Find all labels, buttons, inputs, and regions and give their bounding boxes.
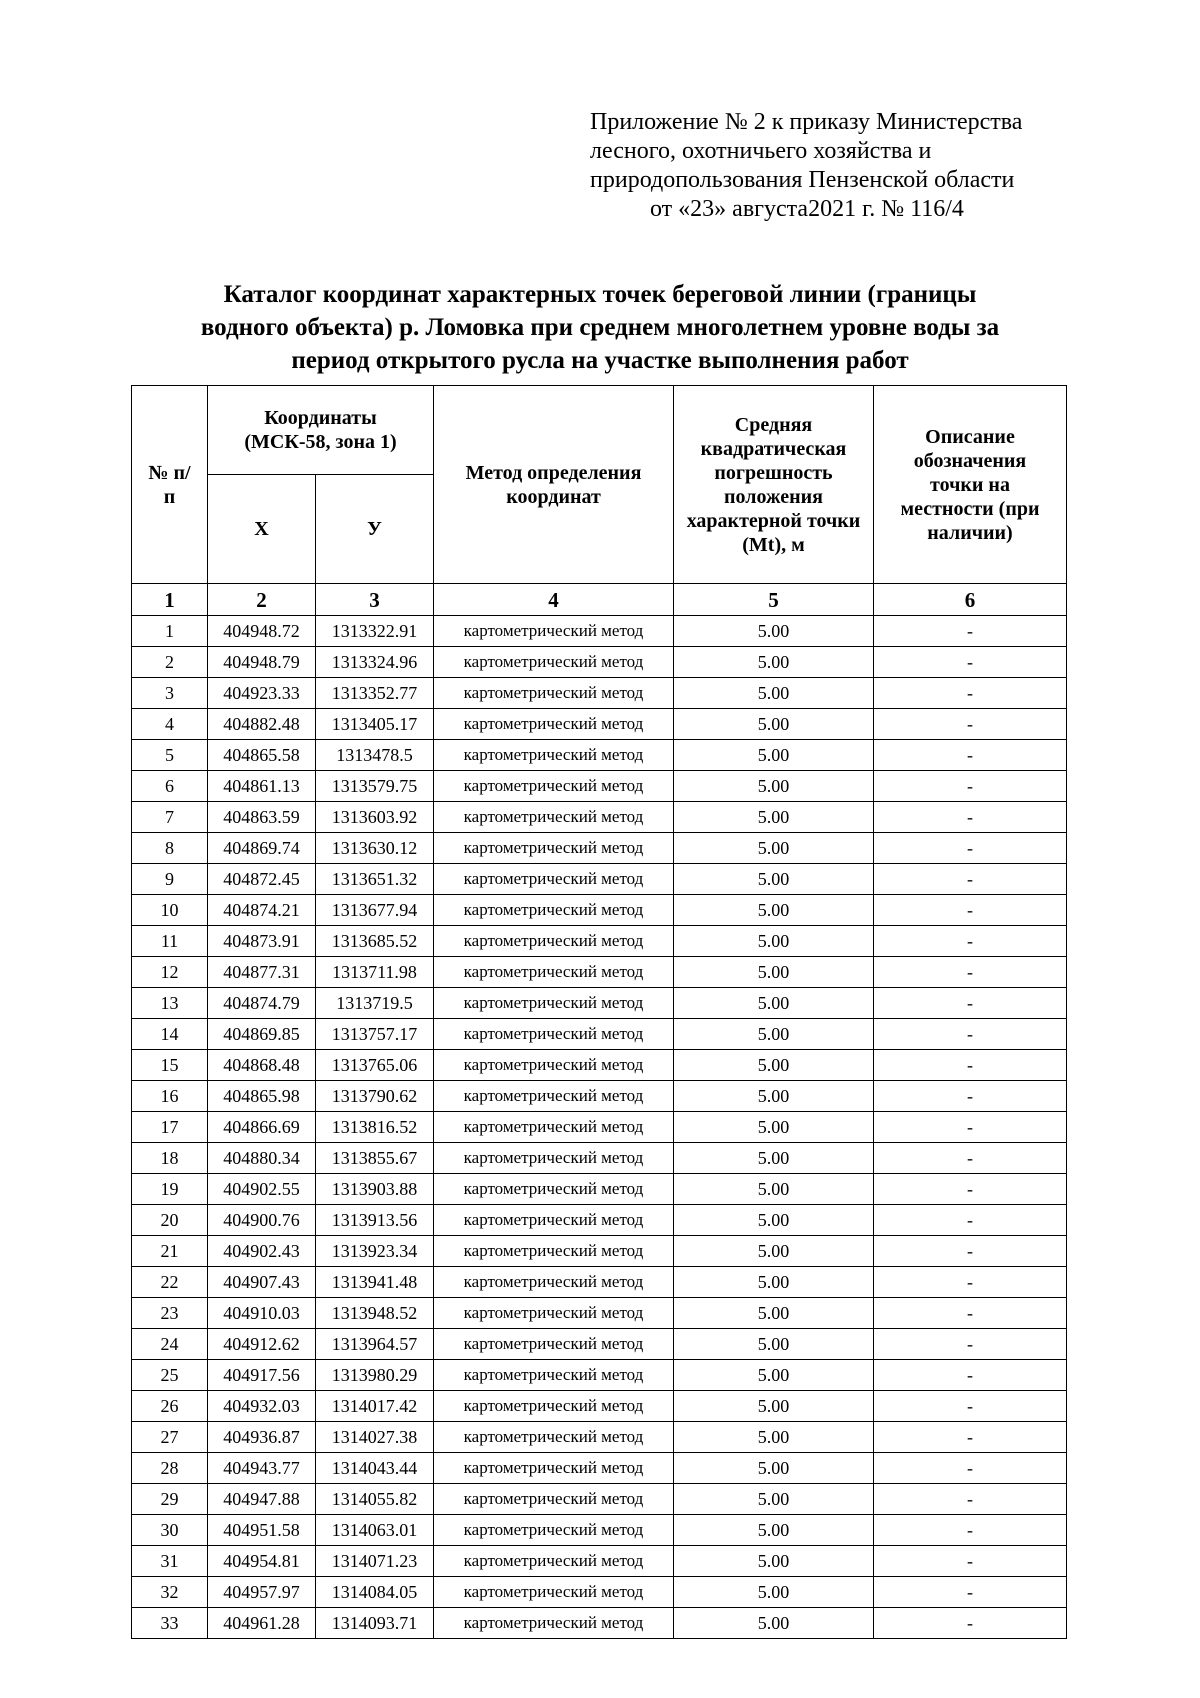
- column-number: 3: [316, 584, 434, 616]
- table-row: [132, 1422, 1067, 1453]
- accuracy-cell: 5.00: [674, 1267, 874, 1298]
- x-coordinate-cell: 404932.03: [208, 1391, 316, 1422]
- description-cell: -: [874, 1019, 1067, 1050]
- header-coordinates: [208, 386, 434, 475]
- document-title: [120, 278, 1080, 377]
- table-row: [132, 926, 1067, 957]
- description-cell: -: [874, 1143, 1067, 1174]
- method-cell: картометрический метод: [434, 1329, 674, 1360]
- row-number-cell: 11: [132, 926, 208, 957]
- method-cell: картометрический метод: [434, 833, 674, 864]
- row-number-cell: 28: [132, 1453, 208, 1484]
- y-coordinate-cell: 1313948.52: [316, 1298, 434, 1329]
- description-cell: -: [874, 740, 1067, 771]
- accuracy-cell: 5.00: [674, 1577, 874, 1608]
- row-number-cell: 18: [132, 1143, 208, 1174]
- x-coordinate-cell: 404882.48: [208, 709, 316, 740]
- accuracy-cell: 5.00: [674, 1608, 874, 1639]
- table-row: [132, 1577, 1067, 1608]
- x-coordinate-cell: 404943.77: [208, 1453, 316, 1484]
- column-number: 1: [132, 584, 208, 616]
- coordinates-table: [131, 385, 1067, 1639]
- table-row: [132, 833, 1067, 864]
- appendix-line: лесного, охотничьего хозяйства и: [590, 138, 932, 164]
- row-number-cell: 16: [132, 1081, 208, 1112]
- x-coordinate-cell: 404861.13: [208, 771, 316, 802]
- y-coordinate-cell: 1313579.75: [316, 771, 434, 802]
- description-cell: -: [874, 864, 1067, 895]
- method-cell: картометрический метод: [434, 1453, 674, 1484]
- description-cell: -: [874, 1112, 1067, 1143]
- description-cell: -: [874, 833, 1067, 864]
- accuracy-cell: 5.00: [674, 1391, 874, 1422]
- table-row: [132, 895, 1067, 926]
- table-row: [132, 802, 1067, 833]
- y-coordinate-cell: 1313913.56: [316, 1205, 434, 1236]
- accuracy-cell: 5.00: [674, 1174, 874, 1205]
- y-coordinate-cell: 1313352.77: [316, 678, 434, 709]
- y-coordinate-cell: 1313719.5: [316, 988, 434, 1019]
- table-row: [132, 616, 1067, 647]
- table-row: [132, 1546, 1067, 1577]
- x-coordinate-cell: 404954.81: [208, 1546, 316, 1577]
- method-cell: картометрический метод: [434, 895, 674, 926]
- x-coordinate-cell: 404917.56: [208, 1360, 316, 1391]
- accuracy-cell: 5.00: [674, 895, 874, 926]
- accuracy-cell: 5.00: [674, 864, 874, 895]
- accuracy-cell: 5.00: [674, 1360, 874, 1391]
- accuracy-cell: 5.00: [674, 1515, 874, 1546]
- description-cell: -: [874, 1453, 1067, 1484]
- table-row: [132, 1360, 1067, 1391]
- method-cell: картометрический метод: [434, 957, 674, 988]
- column-numbers-row: [132, 584, 1067, 616]
- table-row: [132, 1515, 1067, 1546]
- table-row: [132, 678, 1067, 709]
- row-number-cell: 15: [132, 1050, 208, 1081]
- title-line: Каталог координат характерных точек береговой линии (границы: [223, 281, 977, 308]
- method-cell: картометрический метод: [434, 1143, 674, 1174]
- description-cell: -: [874, 957, 1067, 988]
- x-coordinate-cell: 404957.97: [208, 1577, 316, 1608]
- y-coordinate-cell: 1314027.38: [316, 1422, 434, 1453]
- method-cell: картометрический метод: [434, 988, 674, 1019]
- x-coordinate-cell: 404902.55: [208, 1174, 316, 1205]
- y-coordinate-cell: 1313685.52: [316, 926, 434, 957]
- table-row: [132, 1050, 1067, 1081]
- x-coordinate-cell: 404865.98: [208, 1081, 316, 1112]
- row-number-cell: 8: [132, 833, 208, 864]
- description-cell: -: [874, 1515, 1067, 1546]
- table-row: [132, 957, 1067, 988]
- table-row: [132, 1112, 1067, 1143]
- y-coordinate-cell: 1313630.12: [316, 833, 434, 864]
- accuracy-cell: 5.00: [674, 740, 874, 771]
- column-number: 4: [434, 584, 674, 616]
- row-number-cell: 20: [132, 1205, 208, 1236]
- table-row: [132, 1236, 1067, 1267]
- x-coordinate-cell: 404865.58: [208, 740, 316, 771]
- accuracy-cell: 5.00: [674, 1298, 874, 1329]
- accuracy-cell: 5.00: [674, 1484, 874, 1515]
- x-coordinate-cell: 404872.45: [208, 864, 316, 895]
- accuracy-cell: 5.00: [674, 1050, 874, 1081]
- header-number: [132, 386, 208, 584]
- y-coordinate-cell: 1313765.06: [316, 1050, 434, 1081]
- x-coordinate-cell: 404961.28: [208, 1608, 316, 1639]
- description-cell: -: [874, 1050, 1067, 1081]
- accuracy-cell: 5.00: [674, 678, 874, 709]
- accuracy-cell: 5.00: [674, 1422, 874, 1453]
- table-row: [132, 1143, 1067, 1174]
- title-line: период открытого русла на участке выполнения работ: [291, 347, 909, 374]
- accuracy-cell: 5.00: [674, 709, 874, 740]
- method-cell: картометрический метод: [434, 1205, 674, 1236]
- appendix-line: Приложение № 2 к приказу Министерства: [590, 109, 1023, 135]
- column-number: 6: [874, 584, 1067, 616]
- table-row: [132, 1484, 1067, 1515]
- x-coordinate-cell: 404868.48: [208, 1050, 316, 1081]
- description-cell: -: [874, 926, 1067, 957]
- description-cell: -: [874, 1081, 1067, 1112]
- x-coordinate-cell: 404869.74: [208, 833, 316, 864]
- method-cell: картометрический метод: [434, 1050, 674, 1081]
- row-number-cell: 1: [132, 616, 208, 647]
- x-coordinate-cell: 404873.91: [208, 926, 316, 957]
- appendix-note: [590, 108, 1150, 224]
- table-row: [132, 771, 1067, 802]
- y-coordinate-cell: 1314084.05: [316, 1577, 434, 1608]
- y-coordinate-cell: 1313322.91: [316, 616, 434, 647]
- y-coordinate-cell: 1313405.17: [316, 709, 434, 740]
- description-cell: -: [874, 709, 1067, 740]
- y-coordinate-cell: 1313757.17: [316, 1019, 434, 1050]
- x-coordinate-cell: 404874.21: [208, 895, 316, 926]
- row-number-cell: 24: [132, 1329, 208, 1360]
- method-cell: картометрический метод: [434, 1267, 674, 1298]
- row-number-cell: 31: [132, 1546, 208, 1577]
- x-coordinate-cell: 404948.79: [208, 647, 316, 678]
- method-cell: картометрический метод: [434, 1236, 674, 1267]
- accuracy-cell: 5.00: [674, 1112, 874, 1143]
- accuracy-cell: 5.00: [674, 1019, 874, 1050]
- row-number-cell: 21: [132, 1236, 208, 1267]
- row-number-cell: 30: [132, 1515, 208, 1546]
- table-row: [132, 1608, 1067, 1639]
- table-row: [132, 647, 1067, 678]
- description-cell: -: [874, 647, 1067, 678]
- header-accuracy-text: Средняя квадратическая погрешность положения характерной точки (Mt), м: [686, 413, 861, 556]
- accuracy-cell: 5.00: [674, 833, 874, 864]
- description-cell: -: [874, 1608, 1067, 1639]
- y-coordinate-cell: 1313603.92: [316, 802, 434, 833]
- appendix-order-date: от «23» августа2021 г. № 116/4: [650, 196, 964, 222]
- description-cell: -: [874, 1546, 1067, 1577]
- description-cell: -: [874, 1205, 1067, 1236]
- column-number: 2: [208, 584, 316, 616]
- x-coordinate-cell: 404951.58: [208, 1515, 316, 1546]
- description-cell: -: [874, 1360, 1067, 1391]
- method-cell: картометрический метод: [434, 1298, 674, 1329]
- y-coordinate-cell: 1313923.34: [316, 1236, 434, 1267]
- method-cell: картометрический метод: [434, 1422, 674, 1453]
- method-cell: картометрический метод: [434, 647, 674, 678]
- method-cell: картометрический метод: [434, 926, 674, 957]
- accuracy-cell: 5.00: [674, 1546, 874, 1577]
- description-cell: -: [874, 1174, 1067, 1205]
- description-cell: -: [874, 771, 1067, 802]
- method-cell: картометрический метод: [434, 1391, 674, 1422]
- table-row: [132, 864, 1067, 895]
- row-number-cell: 4: [132, 709, 208, 740]
- y-coordinate-cell: 1313651.32: [316, 864, 434, 895]
- x-coordinate-cell: 404866.69: [208, 1112, 316, 1143]
- x-coordinate-cell: 404874.79: [208, 988, 316, 1019]
- table-row: [132, 740, 1067, 771]
- description-cell: -: [874, 1329, 1067, 1360]
- y-coordinate-cell: 1313677.94: [316, 895, 434, 926]
- row-number-cell: 27: [132, 1422, 208, 1453]
- table-row: [132, 1329, 1067, 1360]
- row-number-cell: 23: [132, 1298, 208, 1329]
- method-cell: картометрический метод: [434, 678, 674, 709]
- x-coordinate-cell: 404948.72: [208, 616, 316, 647]
- x-coordinate-cell: 404863.59: [208, 802, 316, 833]
- header-description-text: Описание обозначения точки на местности (при наличии): [900, 425, 1040, 544]
- y-coordinate-cell: 1314017.42: [316, 1391, 434, 1422]
- header-method: [434, 386, 674, 584]
- row-number-cell: 7: [132, 802, 208, 833]
- method-cell: картометрический метод: [434, 1019, 674, 1050]
- table-body: [132, 616, 1067, 1639]
- method-cell: картометрический метод: [434, 1174, 674, 1205]
- table-row: [132, 1019, 1067, 1050]
- y-coordinate-cell: 1314043.44: [316, 1453, 434, 1484]
- description-cell: -: [874, 1267, 1067, 1298]
- header-description: [874, 386, 1067, 584]
- table-row: [132, 1081, 1067, 1112]
- method-cell: картометрический метод: [434, 616, 674, 647]
- y-coordinate-cell: 1313964.57: [316, 1329, 434, 1360]
- x-coordinate-cell: 404900.76: [208, 1205, 316, 1236]
- description-cell: -: [874, 1577, 1067, 1608]
- table-row: [132, 988, 1067, 1019]
- title-line: водного объекта) р. Ломовка при среднем многолетнем уровне воды за: [200, 314, 1000, 341]
- accuracy-cell: 5.00: [674, 1453, 874, 1484]
- y-coordinate-cell: 1313855.67: [316, 1143, 434, 1174]
- x-coordinate-cell: 404907.43: [208, 1267, 316, 1298]
- table-row: [132, 709, 1067, 740]
- method-cell: картометрический метод: [434, 802, 674, 833]
- appendix-line: природопользования Пензенской области: [590, 167, 1015, 193]
- accuracy-cell: 5.00: [674, 647, 874, 678]
- accuracy-cell: 5.00: [674, 1329, 874, 1360]
- header-method-text: Метод определения координат: [465, 461, 642, 508]
- x-coordinate-cell: 404947.88: [208, 1484, 316, 1515]
- header-accuracy: [674, 386, 874, 584]
- method-cell: картометрический метод: [434, 771, 674, 802]
- row-number-cell: 33: [132, 1608, 208, 1639]
- y-coordinate-cell: 1313324.96: [316, 647, 434, 678]
- description-cell: -: [874, 1298, 1067, 1329]
- x-coordinate-cell: 404877.31: [208, 957, 316, 988]
- accuracy-cell: 5.00: [674, 988, 874, 1019]
- row-number-cell: 25: [132, 1360, 208, 1391]
- column-number: 5: [674, 584, 874, 616]
- method-cell: картометрический метод: [434, 1608, 674, 1639]
- x-coordinate-cell: 404936.87: [208, 1422, 316, 1453]
- method-cell: картометрический метод: [434, 1546, 674, 1577]
- y-coordinate-cell: 1313941.48: [316, 1267, 434, 1298]
- row-number-cell: 26: [132, 1391, 208, 1422]
- table-row: [132, 1267, 1067, 1298]
- table-row: [132, 1174, 1067, 1205]
- description-cell: -: [874, 1484, 1067, 1515]
- row-number-cell: 17: [132, 1112, 208, 1143]
- header-number-text: № п/п: [148, 461, 191, 508]
- x-coordinate-cell: 404869.85: [208, 1019, 316, 1050]
- table-row: [132, 1205, 1067, 1236]
- accuracy-cell: 5.00: [674, 957, 874, 988]
- description-cell: -: [874, 616, 1067, 647]
- row-number-cell: 13: [132, 988, 208, 1019]
- accuracy-cell: 5.00: [674, 1081, 874, 1112]
- y-coordinate-cell: 1314071.23: [316, 1546, 434, 1577]
- accuracy-cell: 5.00: [674, 616, 874, 647]
- x-coordinate-cell: 404902.43: [208, 1236, 316, 1267]
- row-number-cell: 2: [132, 647, 208, 678]
- row-number-cell: 29: [132, 1484, 208, 1515]
- x-coordinate-cell: 404910.03: [208, 1298, 316, 1329]
- y-coordinate-cell: 1313790.62: [316, 1081, 434, 1112]
- header-y: У: [316, 475, 434, 584]
- method-cell: картометрический метод: [434, 1081, 674, 1112]
- method-cell: картометрический метод: [434, 740, 674, 771]
- y-coordinate-cell: 1313711.98: [316, 957, 434, 988]
- y-coordinate-cell: 1314055.82: [316, 1484, 434, 1515]
- table-row: [132, 1453, 1067, 1484]
- description-cell: -: [874, 895, 1067, 926]
- y-coordinate-cell: 1314093.71: [316, 1608, 434, 1639]
- row-number-cell: 6: [132, 771, 208, 802]
- row-number-cell: 14: [132, 1019, 208, 1050]
- x-coordinate-cell: 404923.33: [208, 678, 316, 709]
- description-cell: -: [874, 1391, 1067, 1422]
- accuracy-cell: 5.00: [674, 926, 874, 957]
- method-cell: картометрический метод: [434, 1484, 674, 1515]
- description-cell: -: [874, 1236, 1067, 1267]
- x-coordinate-cell: 404880.34: [208, 1143, 316, 1174]
- row-number-cell: 12: [132, 957, 208, 988]
- description-cell: -: [874, 988, 1067, 1019]
- accuracy-cell: 5.00: [674, 1205, 874, 1236]
- method-cell: картометрический метод: [434, 1360, 674, 1391]
- row-number-cell: 22: [132, 1267, 208, 1298]
- description-cell: -: [874, 802, 1067, 833]
- method-cell: картометрический метод: [434, 1515, 674, 1546]
- table-row: [132, 1391, 1067, 1422]
- header-coordinates-text: Координаты (МСК-58, зона 1): [244, 407, 397, 453]
- row-number-cell: 9: [132, 864, 208, 895]
- header-x: Х: [208, 475, 316, 584]
- description-cell: -: [874, 678, 1067, 709]
- row-number-cell: 19: [132, 1174, 208, 1205]
- row-number-cell: 5: [132, 740, 208, 771]
- y-coordinate-cell: 1313478.5: [316, 740, 434, 771]
- row-number-cell: 10: [132, 895, 208, 926]
- y-coordinate-cell: 1314063.01: [316, 1515, 434, 1546]
- row-number-cell: 32: [132, 1577, 208, 1608]
- description-cell: -: [874, 1422, 1067, 1453]
- accuracy-cell: 5.00: [674, 1143, 874, 1174]
- accuracy-cell: 5.00: [674, 802, 874, 833]
- row-number-cell: 3: [132, 678, 208, 709]
- accuracy-cell: 5.00: [674, 1236, 874, 1267]
- table-row: [132, 1298, 1067, 1329]
- method-cell: картометрический метод: [434, 1112, 674, 1143]
- method-cell: картометрический метод: [434, 709, 674, 740]
- y-coordinate-cell: 1313980.29: [316, 1360, 434, 1391]
- x-coordinate-cell: 404912.62: [208, 1329, 316, 1360]
- accuracy-cell: 5.00: [674, 771, 874, 802]
- method-cell: картометрический метод: [434, 864, 674, 895]
- y-coordinate-cell: 1313816.52: [316, 1112, 434, 1143]
- method-cell: картометрический метод: [434, 1577, 674, 1608]
- y-coordinate-cell: 1313903.88: [316, 1174, 434, 1205]
